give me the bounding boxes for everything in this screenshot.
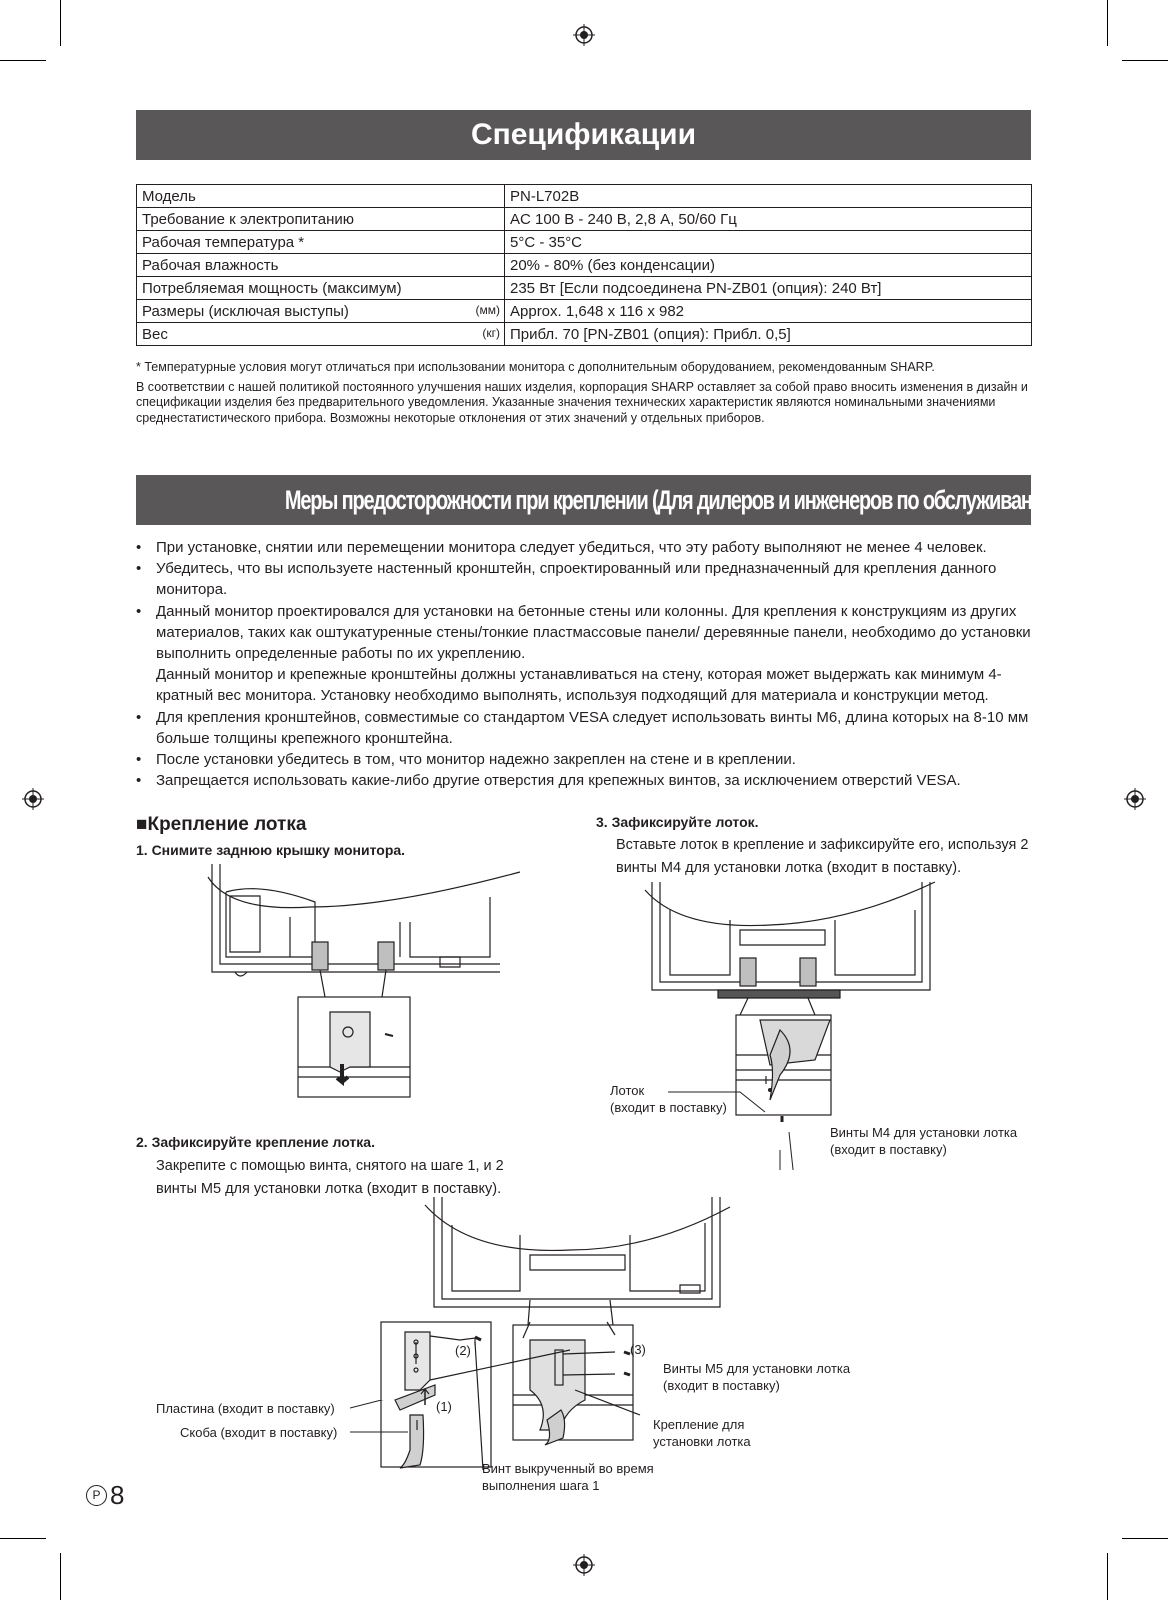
step2-desc: Закрепите с помощью винта, снятого на шаге 1, и 2 винты M5 для установки лотка (входит в поставку). — [156, 1158, 504, 1197]
spec-notes — [136, 360, 1036, 430]
spec-value: PN-L702B — [505, 185, 1032, 208]
footnote: * Температурные условия могут отличаться при использовании монитора с дополнительным оборудованием, рекомендованным SHARP. — [136, 360, 935, 374]
crop-mark — [1122, 1538, 1168, 1539]
registration-mark-icon — [573, 1554, 595, 1576]
step3-title: 3. Зафиксируйте лоток. — [596, 814, 759, 830]
registration-mark-icon — [573, 24, 595, 46]
step1-title: 1. Снимите заднюю крышку монитора. — [136, 842, 406, 858]
spec-value: AC 100 В - 240 В, 2,8 А, 50/60 Гц — [505, 208, 1032, 231]
list-item: • Убедитесь, что вы используете настенный кронштейн, спроектированный или предназначенный для крепления данного монитора. — [136, 560, 997, 599]
illustration-fix-mount-top — [420, 1195, 740, 1325]
list-item: • Запрещается использовать какие-либо другие отверстия для крепежных винтов, за исключением отверстий VESA. — [136, 772, 961, 790]
crop-mark — [60, 0, 61, 46]
spec-value: 5°C - 35°C — [505, 231, 1032, 254]
page-number: 8 — [110, 1480, 125, 1510]
label-plate: Пластина (входит в поставку) — [156, 1401, 335, 1416]
label-m4-screws: Винты M4 для установки лотка (входит в поставку) — [830, 1125, 1018, 1157]
label-m5-screws: Винты M5 для установки лотка (входит в поставку) — [663, 1361, 851, 1393]
spec-label: Требование к электропитанию — [137, 208, 505, 231]
illustration-remove-cover — [190, 862, 540, 1102]
list-item: • Данный монитор проектировался для установки на бетонные стены или колонны. Для крепления к конструкциям из других материалов, таких как оштукатуренные стены/тонкие пластмассовые панели/ деревянные панели, необходимо до установки выполнить определенные работы по их укреплению. Данный монитор и крепежные кронштейны должны устанавливаться на стену, которая может выдержать как минимум 4-кратный вес монитора. Установку необходимо выполнять, используя подходящий для материала и конструкции метод. — [136, 602, 1031, 705]
callout-2: (2) — [455, 1343, 471, 1358]
table-row — [137, 208, 1032, 231]
table-row — [137, 323, 1032, 346]
leader-lines — [350, 1400, 430, 1440]
label-tray-mount: Крепление для установки лотка — [653, 1417, 751, 1449]
crop-mark — [0, 1538, 46, 1539]
table-row — [137, 300, 1032, 323]
table-row — [137, 231, 1032, 254]
crop-mark — [1107, 0, 1108, 46]
registration-mark-icon — [1124, 788, 1146, 810]
spec-label: Потребляемая мощность (максимум) — [137, 277, 505, 300]
mount-title: Меры предосторожности при креплении (Для дилеров и инженеров по обслуживанию SHARP) — [136, 475, 1031, 525]
spec-table — [136, 184, 1032, 346]
registration-mark-icon — [22, 788, 44, 810]
spec-value: 235 Вт [Если подсоединена PN-ZB01 (опция): 240 Вт] — [505, 277, 1032, 300]
policy-note: В соответствии с нашей политикой постоянного улучшения наших изделия, корпорация SHARP оставляет за собой право вносить изменения в дизайн и спецификации изделия без предварительного уведомления. Указанные значения технических характеристик являются номинальными значениями среднестатистического прибора. Возможны некоторые отклонения от этих значений у отдельных приборов. — [136, 379, 1028, 425]
crop-mark — [0, 60, 46, 61]
page-letter: P — [86, 1485, 107, 1506]
list-item: • При установке, снятии или перемещении монитора следует убедиться, что эту работу выполняют не менее 4 человек. — [136, 539, 987, 556]
step3-desc: Вставьте лоток в крепление и зафиксируйте его, используя 2 винты M4 для установки лотка (входит в поставку). — [616, 837, 1029, 876]
callout-3: (3) — [630, 1342, 646, 1357]
table-row — [137, 277, 1032, 300]
step2-title: 2. Зафиксируйте крепление лотка. — [136, 1134, 375, 1150]
spec-value: Прибл. 70 [PN-ZB01 (опция): Прибл. 0,5] — [505, 323, 1032, 346]
spec-label: Вес (кг) — [137, 323, 505, 346]
tray-heading: ■Крепление лотка — [136, 814, 307, 835]
crop-mark — [1122, 60, 1168, 61]
callout-1: (1) — [436, 1399, 452, 1414]
spec-label: Рабочая температура * — [137, 231, 505, 254]
spec-label: Рабочая влажность — [137, 254, 505, 277]
list-item: • После установки убедитесь в том, что монитор надежно закреплен на стене и в креплении. — [136, 751, 796, 769]
crop-mark — [60, 1553, 61, 1600]
spec-unit: (мм) — [475, 303, 500, 317]
crop-mark — [1107, 1553, 1108, 1600]
spec-value: Approx. 1,648 x 116 x 982 — [505, 300, 1032, 323]
spec-label: Размеры (исключая выступы) (мм) — [137, 300, 505, 323]
spec-value: 20% - 80% (без конденсации) — [505, 254, 1032, 277]
spec-unit: (кг) — [482, 326, 500, 340]
label-bracket: Скоба (входит в поставку) — [180, 1425, 338, 1440]
precaution-list — [136, 537, 1036, 791]
list-item: • Для крепления кронштейнов, совместимые со стандартом VESA следует использовать винты M6, длина которых на 8-10 мм больше толщины крепежного кронштейна. — [136, 708, 1029, 747]
spec-label: Модель — [137, 185, 505, 208]
table-row — [137, 185, 1032, 208]
table-row — [137, 254, 1032, 277]
spec-title: Спецификации — [136, 110, 1031, 160]
label-removed-screw: Винт выкрученный во время выполнения шага 1 — [482, 1461, 654, 1493]
label-tray: Лоток (входит в поставку) — [610, 1083, 727, 1115]
